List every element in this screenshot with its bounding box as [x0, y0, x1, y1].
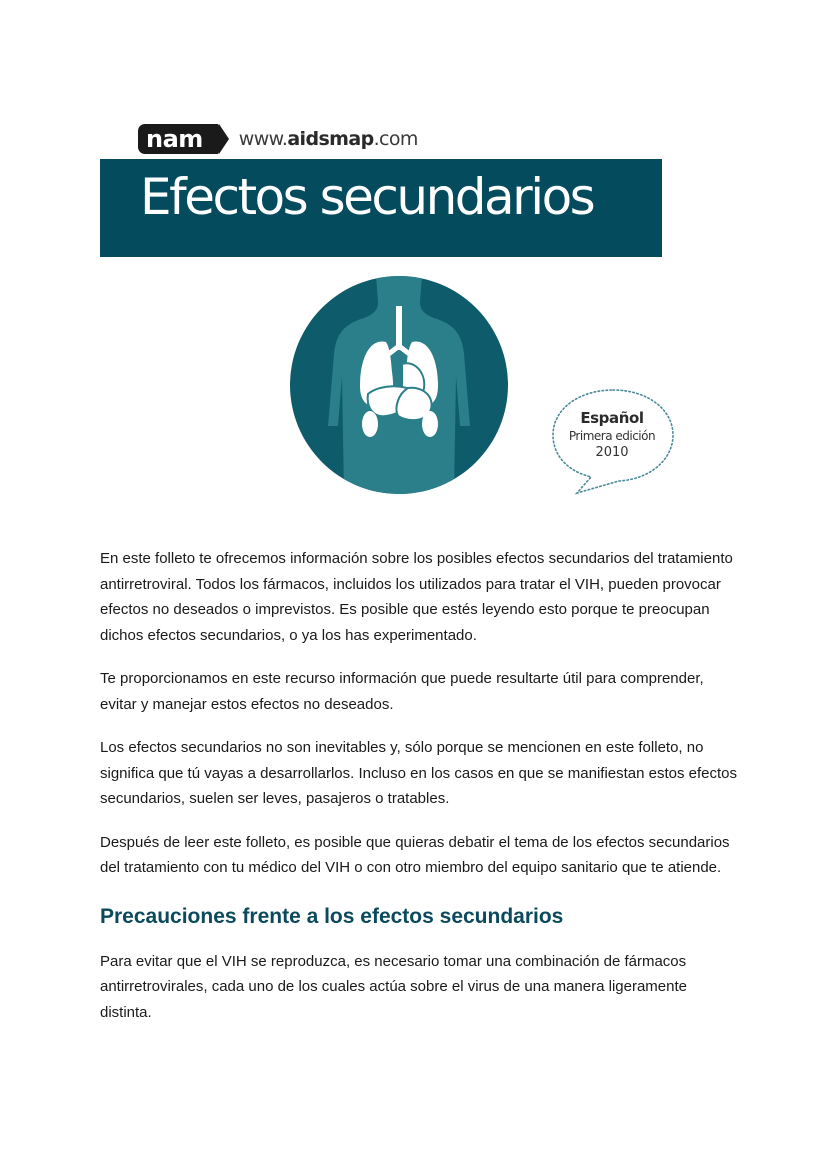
nam-badge: nam — [138, 124, 219, 154]
aidsmap-logo — [138, 123, 418, 155]
edition-year: 2010 — [595, 445, 629, 460]
intro-paragraph-3: Los efectos secundarios no son inevitables y, sólo porque se mencionen en este folleto, no significa que tú vayas a desarrollarlos. Incluso en los casos en que se manifiestan estos efectos secundarios, suelen ser leves, pasajeros o tratables. — [100, 739, 738, 807]
edition-number: Primera edición — [568, 429, 656, 443]
human-organs-icon — [290, 276, 508, 494]
document-title: Efectos secundarios — [140, 168, 594, 226]
intro-paragraph-4: Después de leer este folleto, es posible que quieras debatir el tema de los efectos secundarios del tratamiento con tu médico del VIH o con otro miembro del equipo sanitario que te atiende. — [100, 833, 730, 876]
title-banner — [100, 159, 662, 257]
intro-paragraph-1: En este folleto te ofrecemos información sobre los posibles efectos secundarios del tratamiento antirretroviral. Todos los fármacos, incluidos los utilizados para tratar el VIH, pueden provocar efectos no deseados o imprevistos. Es posible que estés leyendo esto porque te preocupan dichos efectos secundarios, o ya los has experimentado. — [100, 550, 733, 644]
language-label: Español — [580, 409, 644, 427]
section-heading: Precauciones frente a los efectos secundarios — [100, 904, 564, 928]
intro-paragraph-2: Te proporcionamos en este recurso información que puede resultarte útil para comprender, evitar y manejar estos efectos no deseados. — [100, 670, 704, 713]
edition-label — [549, 408, 675, 461]
document-body — [100, 546, 740, 1043]
section-paragraph: Para evitar que el VIH se reproduzca, es necesario tomar una combinación de fármacos antirretrovirales, cada uno de los cuales actúa sobre el virus de una manera ligeramente distinta. — [100, 952, 687, 1021]
site-url[interactable]: www.aidsmap.com — [238, 128, 418, 150]
